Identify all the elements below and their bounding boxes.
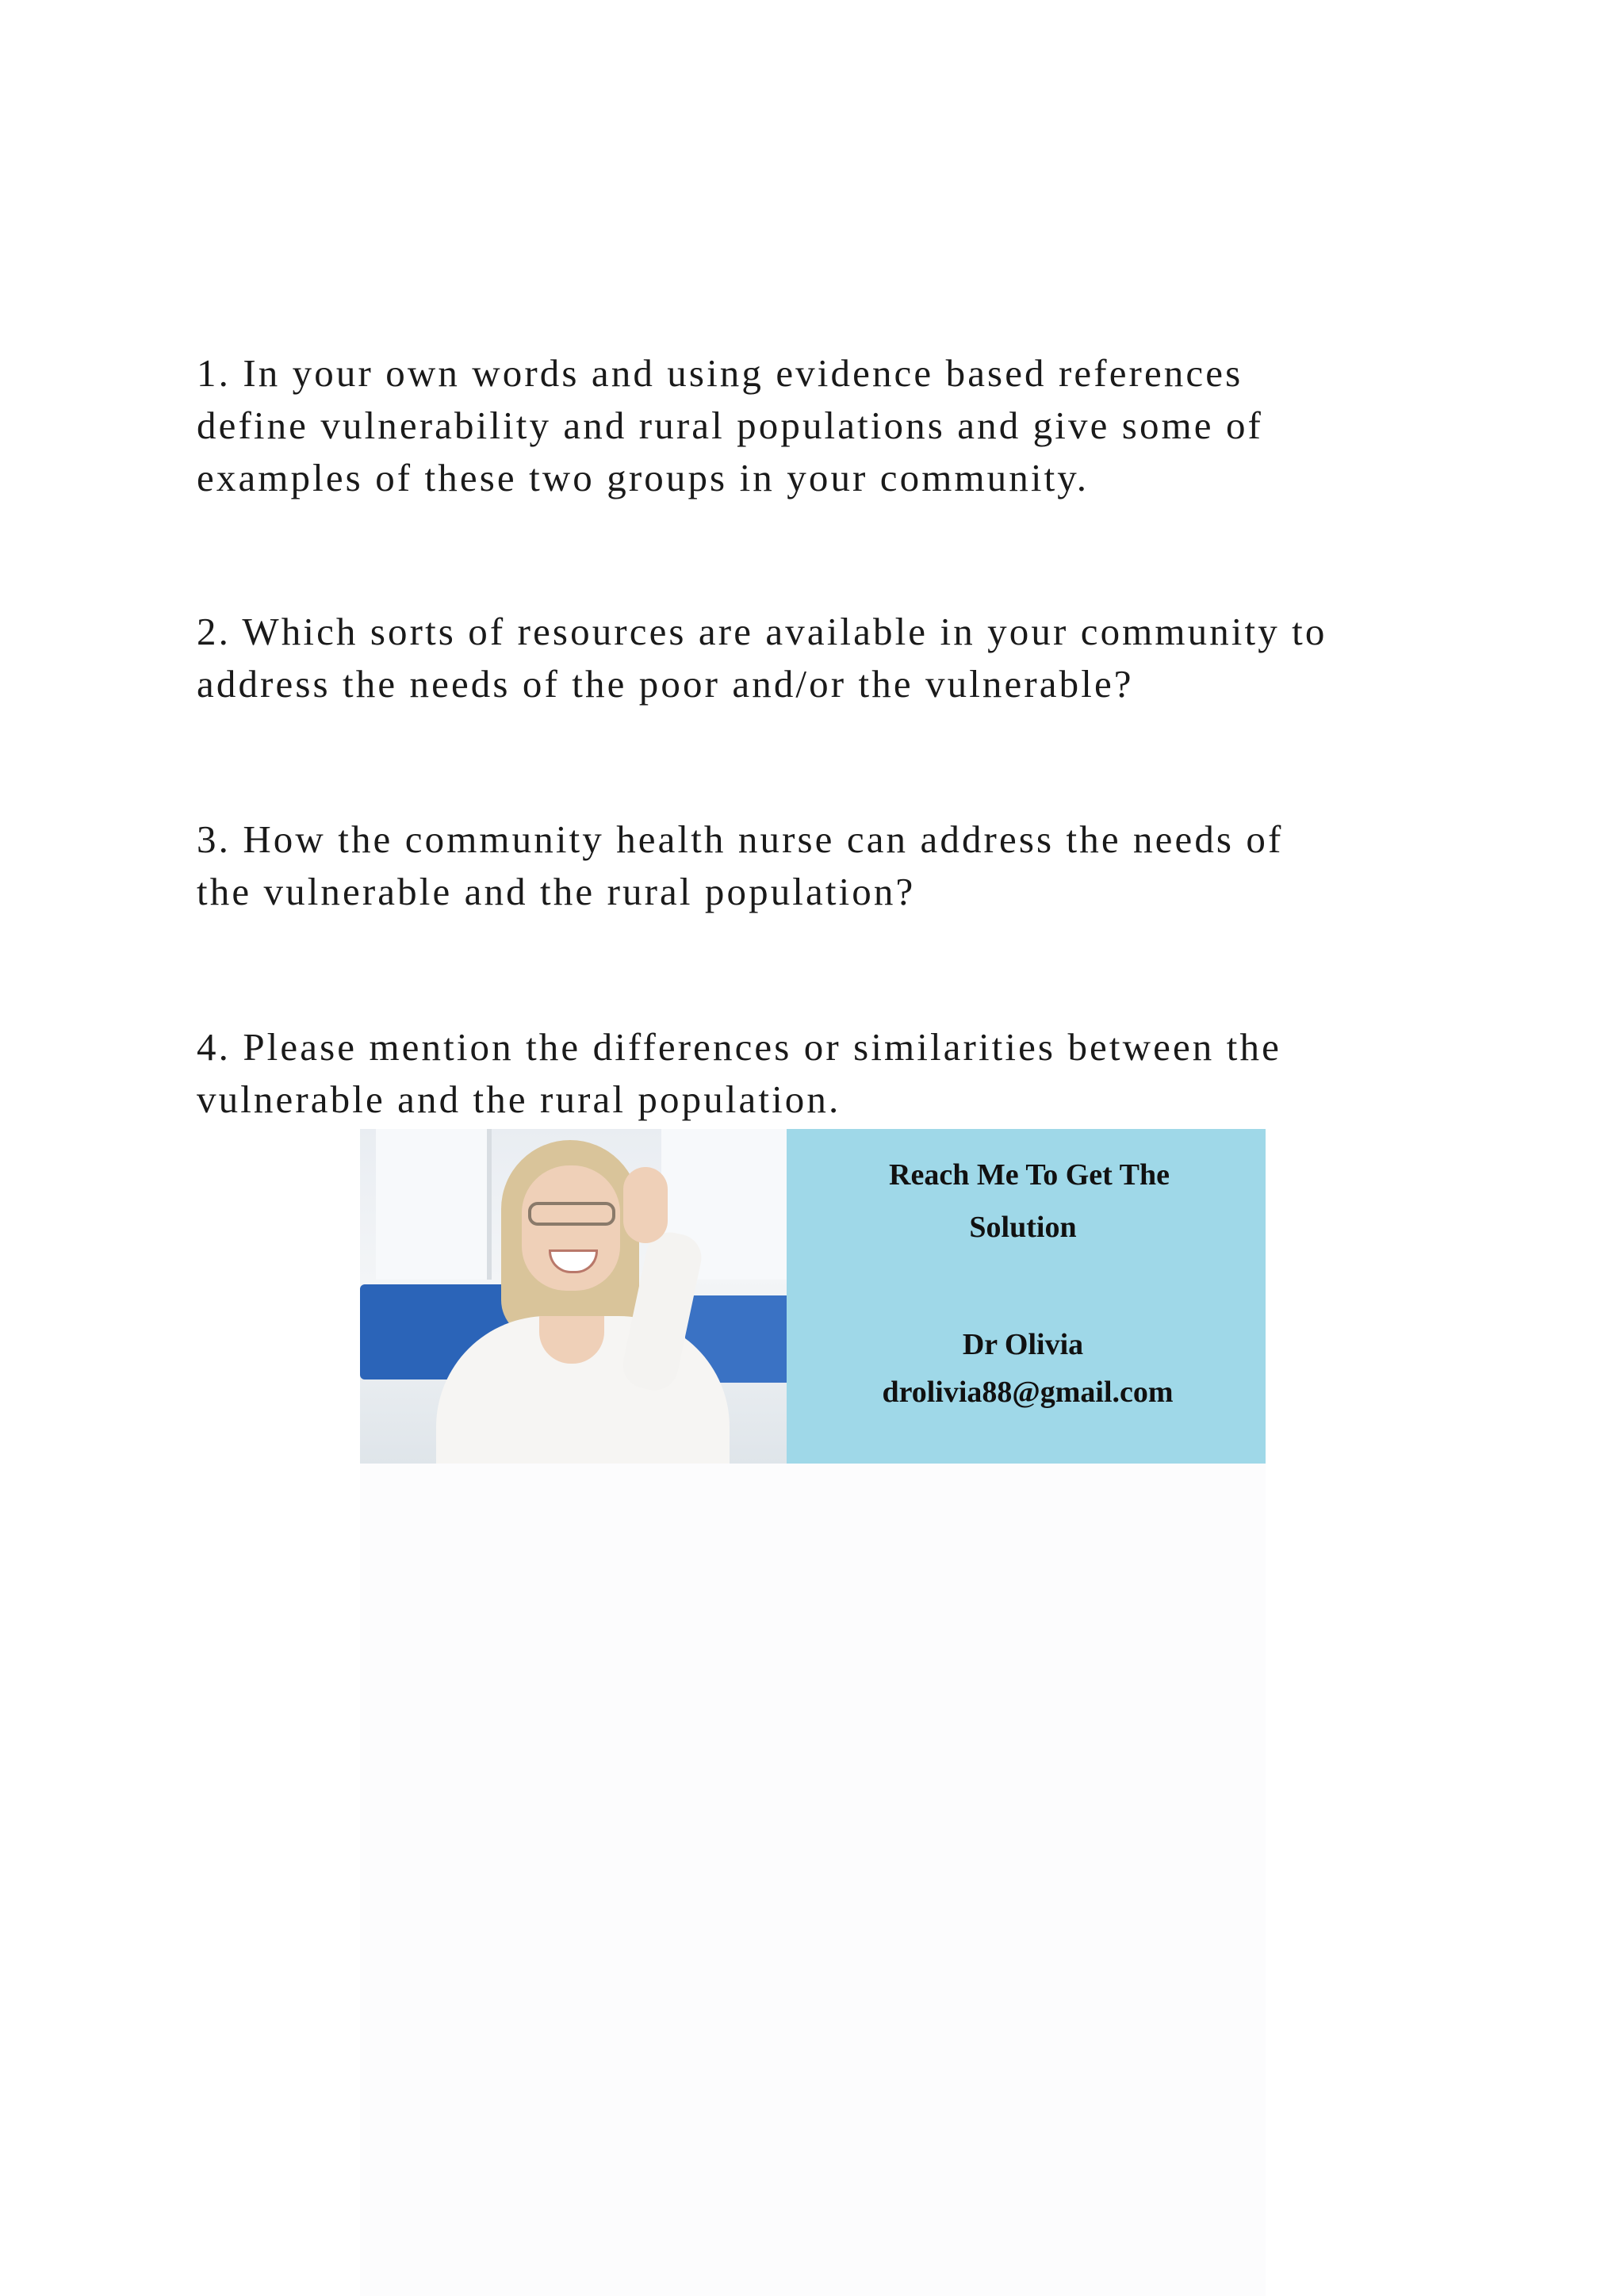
question-4 [197, 1021, 1281, 1126]
contact-name: Dr Olivia [962, 1328, 1084, 1361]
question-2-text: Which sorts of resources are available in your community to address the needs of the poor and/or the vulnerable? [197, 610, 1327, 706]
question-1-text: In your own words and using evidence based references define vulnerability and rural populations and give some of examples of these two groups in your community. [197, 351, 1263, 499]
question-4-text: Please mention the differences or similarities between the vulnerable and the rural population. [197, 1025, 1281, 1121]
question-3-number: 3. [197, 817, 231, 861]
question-2 [197, 606, 1327, 710]
hand [623, 1167, 668, 1243]
contact-info-panel [787, 1129, 1266, 1464]
question-4-number: 4. [197, 1025, 231, 1069]
question-2-number: 2. [197, 610, 231, 653]
glasses-icon [528, 1202, 615, 1226]
question-3 [197, 813, 1283, 918]
question-3-text: How the community health nurse can address the needs of the vulnerable and the rural population? [197, 817, 1284, 913]
window-pane [376, 1129, 492, 1280]
banner-headline: Reach Me To Get The [889, 1158, 1170, 1192]
contact-banner [360, 1129, 1266, 1464]
question-1 [197, 347, 1263, 504]
woman-photo [360, 1129, 787, 1464]
banner-headline-2: Solution [969, 1211, 1077, 1244]
question-1-number: 1. [197, 351, 231, 395]
blank-area [360, 1464, 1266, 2296]
contact-email[interactable]: drolivia88@gmail.com [882, 1376, 1174, 1409]
